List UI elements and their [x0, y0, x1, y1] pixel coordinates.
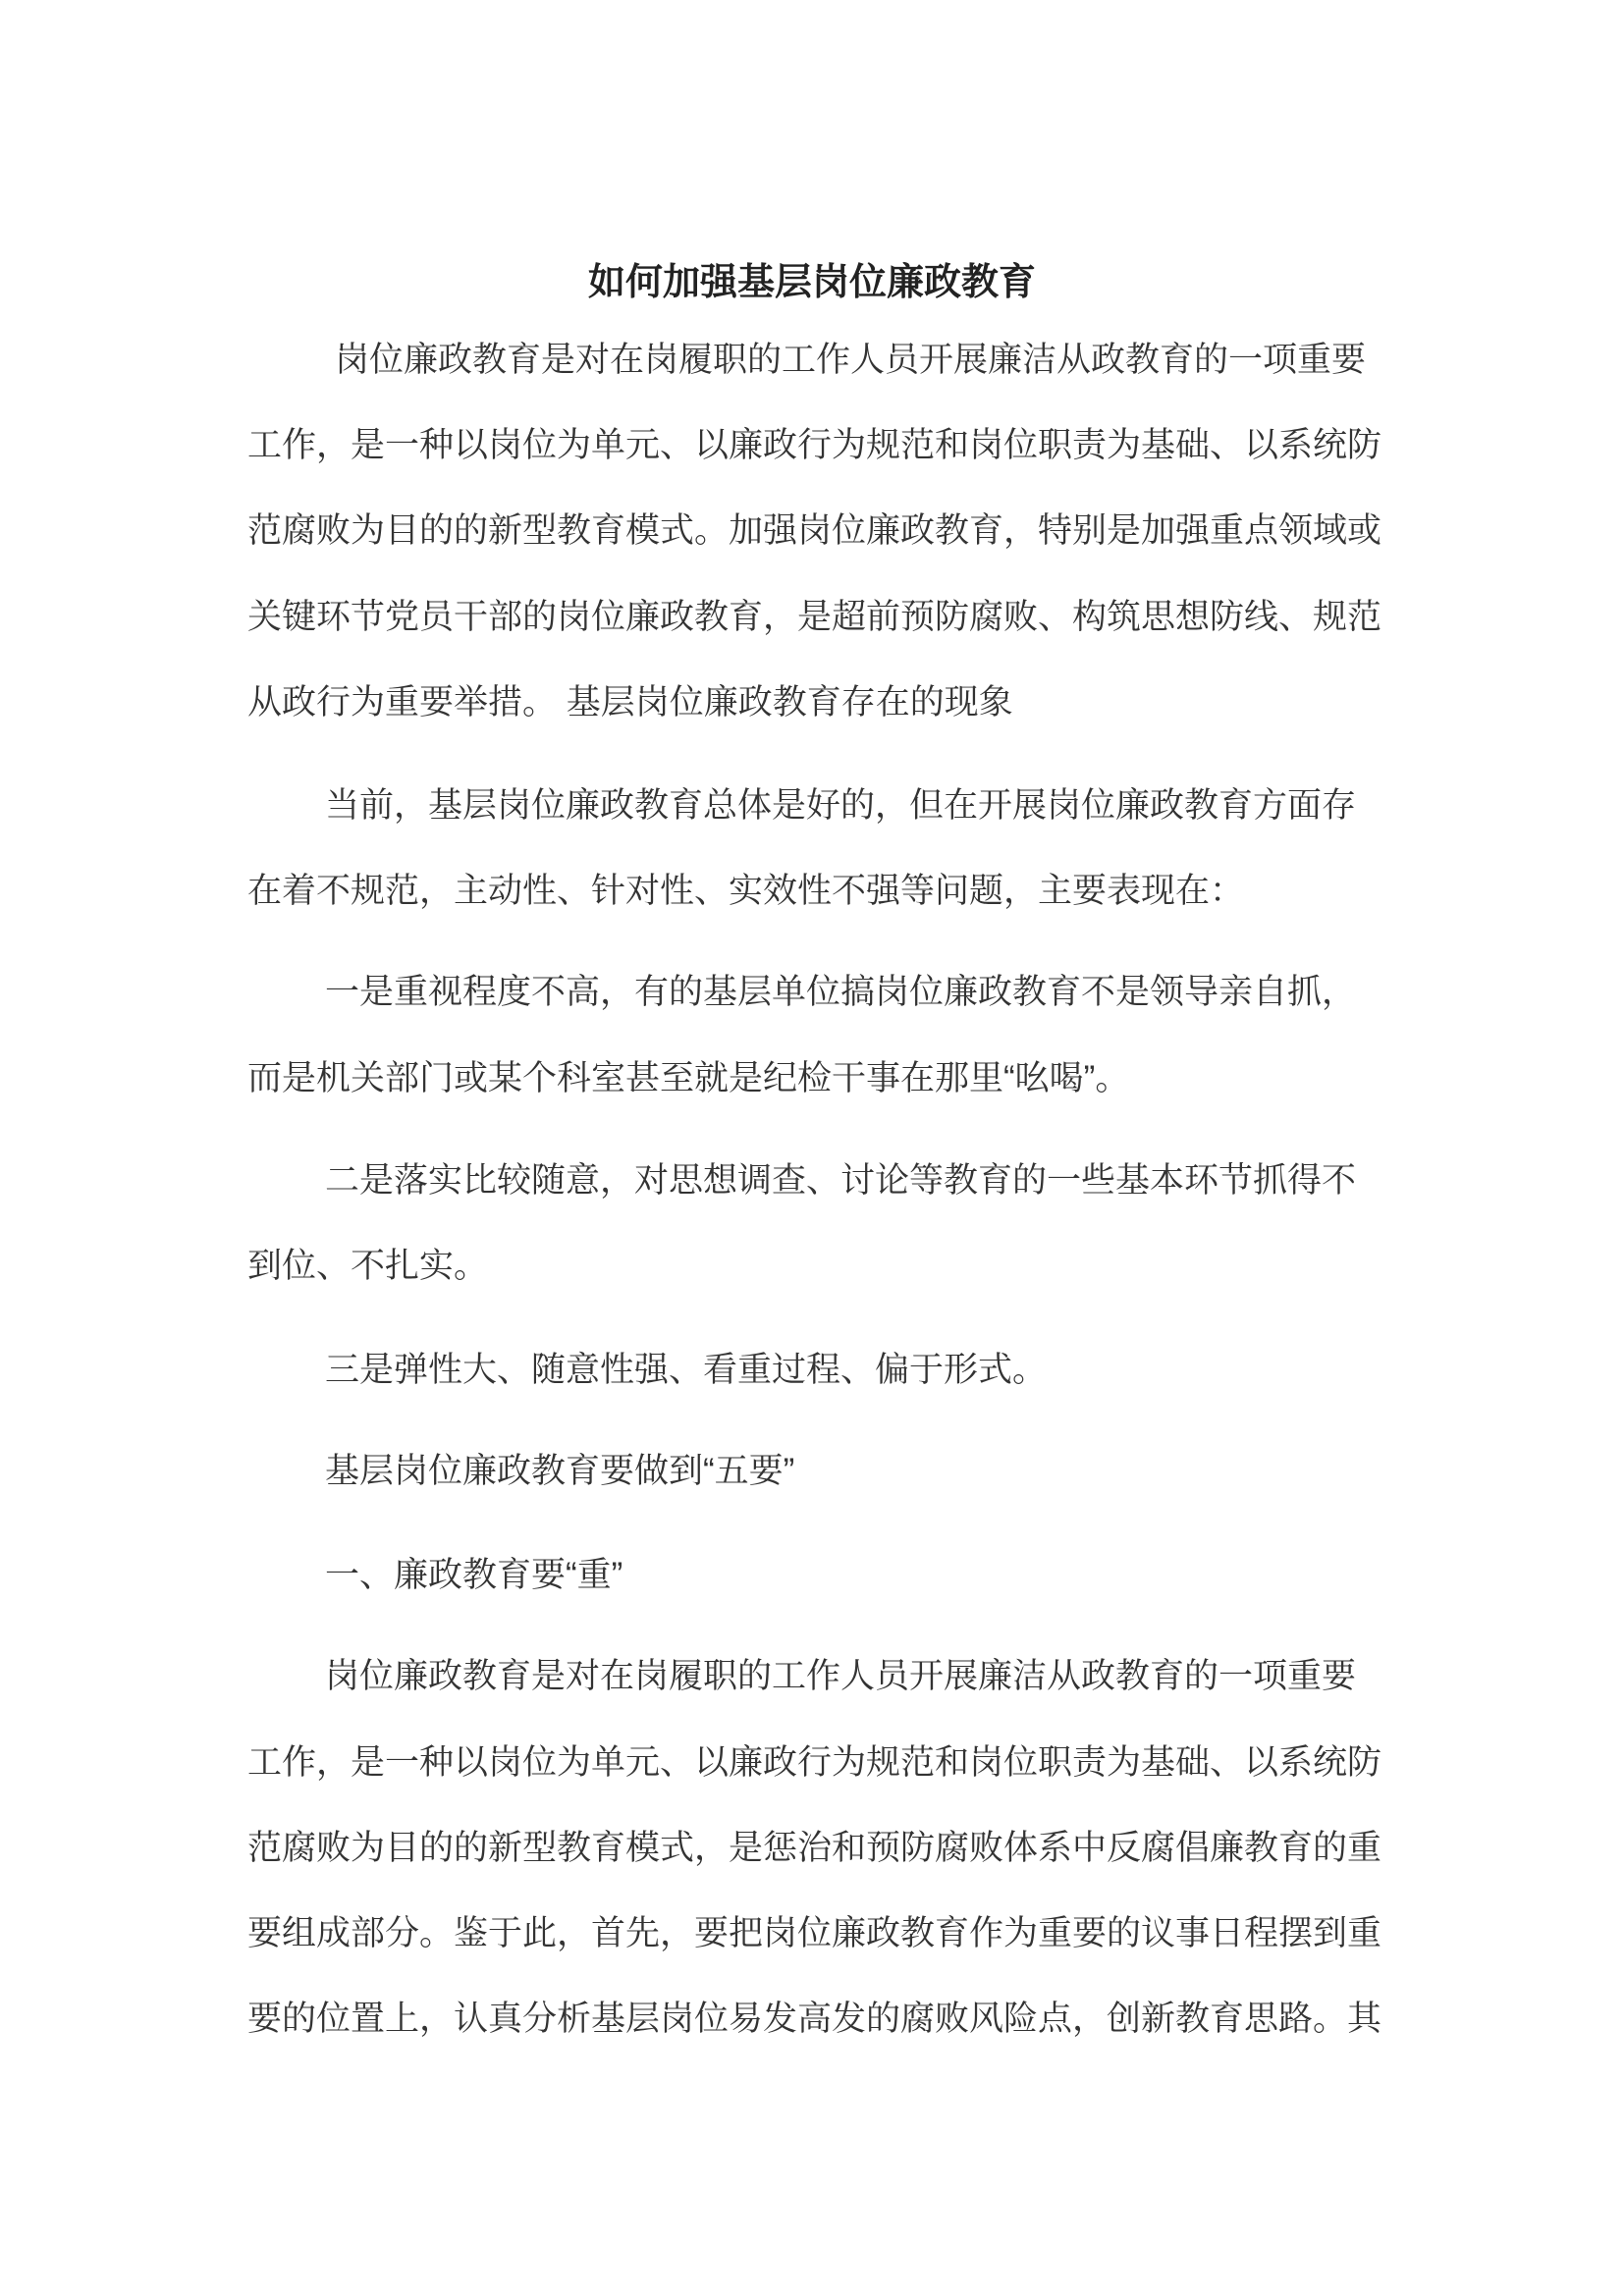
- text-line: 范腐败为目的的新型教育模式，是惩治和预防腐败体系中反腐倡廉教育的重: [247, 1829, 1382, 1867]
- text-line: 在着不规范，主动性、针对性、实效性不强等问题，主要表现在：: [247, 872, 1245, 910]
- text-line: 一、廉政教育要“重”: [325, 1556, 623, 1594]
- text-line: 当前，基层岗位廉政教育总体是好的，但在开展岗位廉政教育方面存: [325, 786, 1357, 825]
- text-line: 到位、不扎实。: [247, 1247, 489, 1285]
- text-line: 而是机关部门或某个科室甚至就是纪检干事在那里“吆喝”。: [247, 1059, 1130, 1097]
- text-line: 岗位廉政教育是对在岗履职的工作人员开展廉洁从政教育的一项重要: [335, 341, 1367, 379]
- text-line: 岗位廉政教育是对在岗履职的工作人员开展廉洁从政教育的一项重要: [325, 1657, 1357, 1695]
- text-line: 二是落实比较随意，对思想调查、讨论等教育的一些基本环节抓得不: [325, 1161, 1357, 1200]
- document-title: 如何加强基层岗位廉政教育: [587, 262, 1036, 304]
- text-line: 要的位置上，认真分析基层岗位易发高发的腐败风险点，创新教育思路。其: [247, 2000, 1382, 2038]
- text-line: 范腐败为目的的新型教育模式。加强岗位廉政教育，特别是加强重点领域或: [247, 511, 1382, 550]
- text-line: 从政行为重要举措。 基层岗位廉政教育存在的现象: [247, 683, 1013, 721]
- text-line: 基层岗位廉政教育要做到“五要”: [325, 1452, 795, 1490]
- text-line: 关键环节党员干部的岗位廉政教育，是超前预防腐败、构筑思想防线、规范: [247, 598, 1382, 636]
- text-line: 工作，是一种以岗位为单元、以廉政行为规范和岗位职责为基础、以系统防: [247, 1743, 1382, 1782]
- text-line: 工作，是一种以岗位为单元、以廉政行为规范和岗位职责为基础、以系统防: [247, 426, 1382, 464]
- text-line: 要组成部分。鉴于此，首先，要把岗位廉政教育作为重要的议事日程摆到重: [247, 1914, 1382, 1952]
- text-line: 一是重视程度不高，有的基层单位搞岗位廉政教育不是领导亲自抓，: [325, 973, 1357, 1011]
- text-line: 三是弹性大、随意性强、看重过程、偏于形式。: [325, 1351, 1048, 1389]
